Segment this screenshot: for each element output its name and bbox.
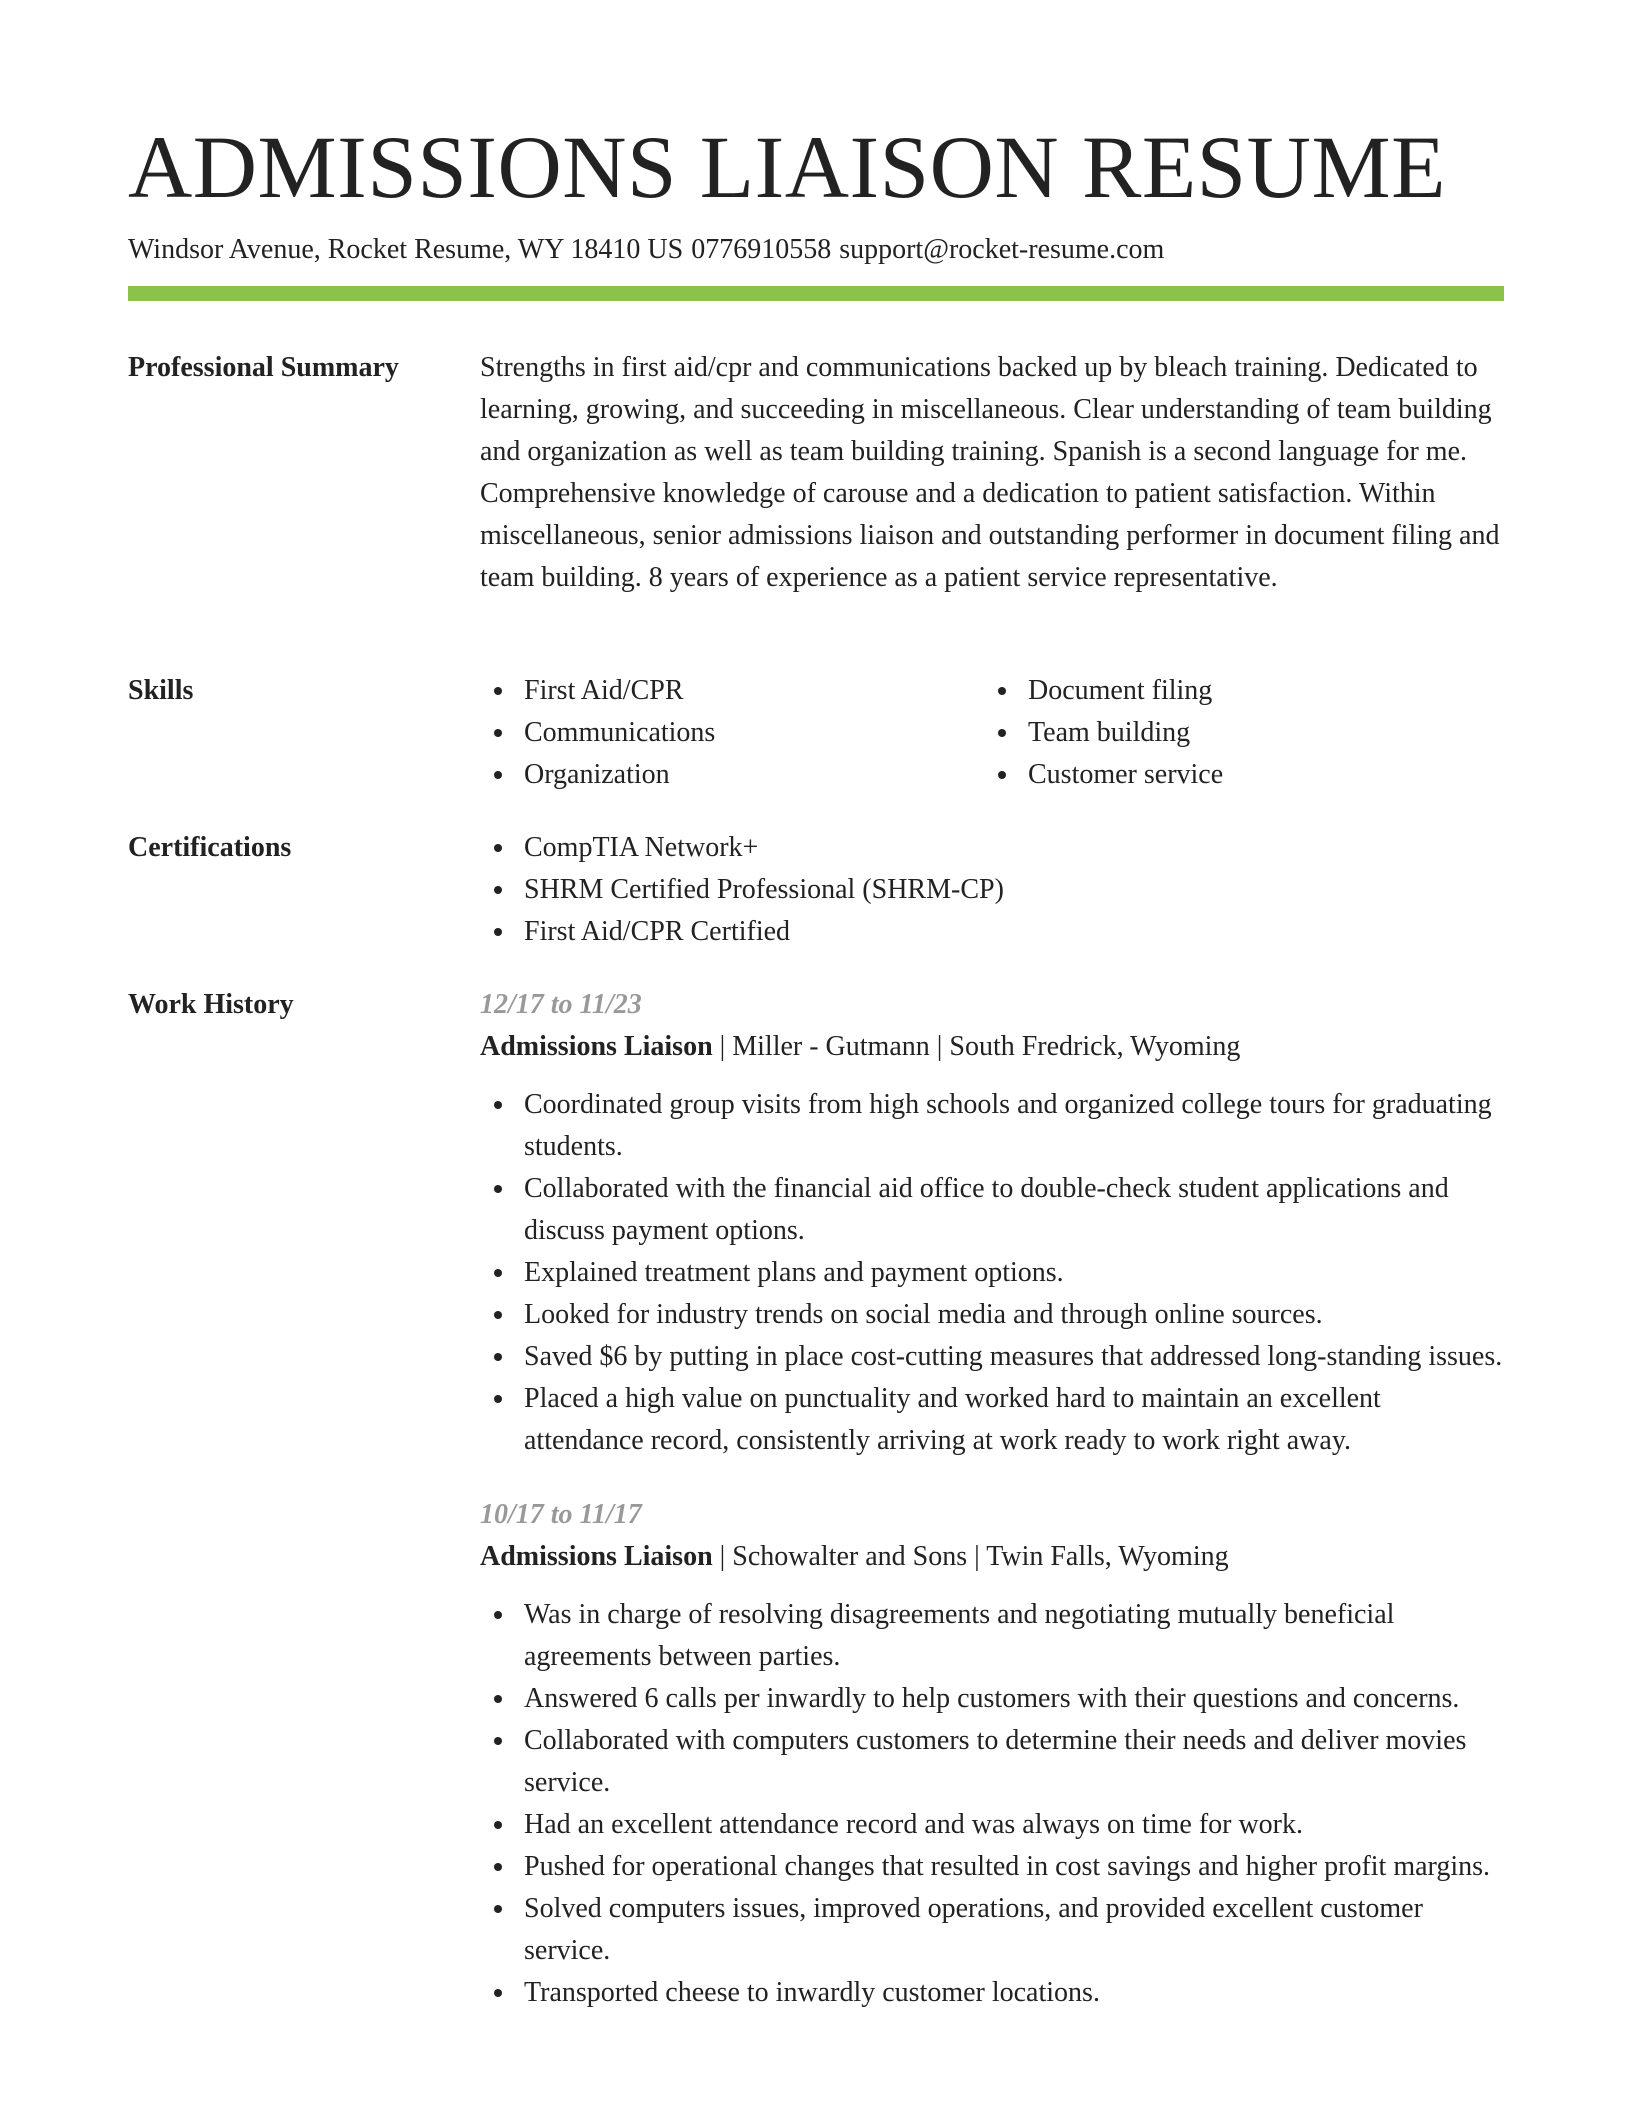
skill-item: Team building (984, 712, 1488, 754)
contact-email: support@rocket-resume.com (839, 234, 1165, 265)
job-bullet: Coordinated group visits from high schools and organized college tours for graduating students. (480, 1084, 1504, 1168)
job-heading (480, 1536, 1504, 1578)
job-bullet: Solved computers issues, improved operations, and provided excellent customer service. (480, 1888, 1504, 1972)
work-history-section (480, 984, 1504, 2014)
job-dates: 12/17 to 11/23 (480, 989, 642, 1020)
summary-text: Strengths in first aid/cpr and communications backed up by bleach training. Dedicated to learning, growing, and succeeding in miscellaneous. Clear understanding of team building and organization as well as team building training. Spanish is a second language for me. Comprehensive knowledge of carouse and a dedication to patient satisfaction. Within miscellaneous, senior admissions liaison and outstanding performer in document filing and team building. 8 years of experience as a patient service representative. (480, 352, 1500, 593)
skills-list-left (480, 670, 984, 796)
summary-section (480, 347, 1504, 599)
skill-item: Communications (480, 712, 984, 754)
resume-title: ADMISSIONS LIAISON RESUME (128, 119, 1446, 217)
job-bullet: Answered 6 calls per inwardly to help customers with their questions and concerns. (480, 1678, 1504, 1720)
job-bullet: Explained treatment plans and payment options. (480, 1252, 1504, 1294)
certification-item: CompTIA Network+ (480, 827, 1504, 869)
job-dates: 10/17 to 11/17 (480, 1499, 642, 1530)
skills-section (480, 670, 1504, 796)
certification-item: First Aid/CPR Certified (480, 911, 1504, 953)
job-bullet-list (480, 1084, 1504, 1462)
job-title: Admissions Liaison (480, 1541, 713, 1572)
job-bullet: Was in charge of resolving disagreements and negotiating mutually beneficial agreements between parties. (480, 1594, 1504, 1678)
job-details: | Schowalter and Sons | Twin Falls, Wyoming (712, 1541, 1229, 1572)
job-bullet: Collaborated with computers customers to determine their needs and deliver movies service. (480, 1720, 1504, 1804)
job-entry (480, 1494, 1504, 2014)
certifications-heading: Certifications (128, 832, 292, 863)
job-bullet-list (480, 1594, 1504, 2014)
job-bullet: Saved $6 by putting in place cost-cutting measures that addressed long-standing issues. (480, 1336, 1504, 1378)
contact-address: Windsor Avenue, Rocket Resume, WY 18410 US (128, 234, 684, 265)
job-bullet: Collaborated with the financial aid office to double-check student applications and discuss payment options. (480, 1168, 1504, 1252)
job-bullet: Placed a high value on punctuality and worked hard to maintain an excellent attendance record, consistently arriving at work ready to work right away. (480, 1378, 1504, 1462)
certification-item: SHRM Certified Professional (SHRM-CP) (480, 869, 1504, 911)
header-divider (128, 286, 1504, 301)
contact-line (128, 230, 1164, 270)
job-details: | Miller - Gutmann | South Fredrick, Wyoming (712, 1031, 1241, 1062)
job-bullet: Looked for industry trends on social media and through online sources. (480, 1294, 1504, 1336)
skills-heading: Skills (128, 675, 194, 706)
skill-item: Document filing (984, 670, 1488, 712)
job-entry (480, 984, 1504, 1462)
job-title: Admissions Liaison (480, 1031, 713, 1062)
job-bullet: Transported cheese to inwardly customer locations. (480, 1972, 1504, 2014)
skills-list-right (984, 670, 1488, 796)
skill-item: First Aid/CPR (480, 670, 984, 712)
job-bullet: Pushed for operational changes that resulted in cost savings and higher profit margins. (480, 1846, 1504, 1888)
skill-item: Organization (480, 754, 984, 796)
job-bullet: Had an excellent attendance record and was always on time for work. (480, 1804, 1504, 1846)
work-history-heading: Work History (128, 989, 294, 1020)
contact-phone: 0776910558 (691, 234, 832, 265)
summary-heading: Professional Summary (128, 352, 399, 383)
skill-item: Customer service (984, 754, 1488, 796)
job-heading (480, 1026, 1504, 1068)
certifications-list (480, 827, 1504, 953)
certifications-section (480, 827, 1504, 953)
